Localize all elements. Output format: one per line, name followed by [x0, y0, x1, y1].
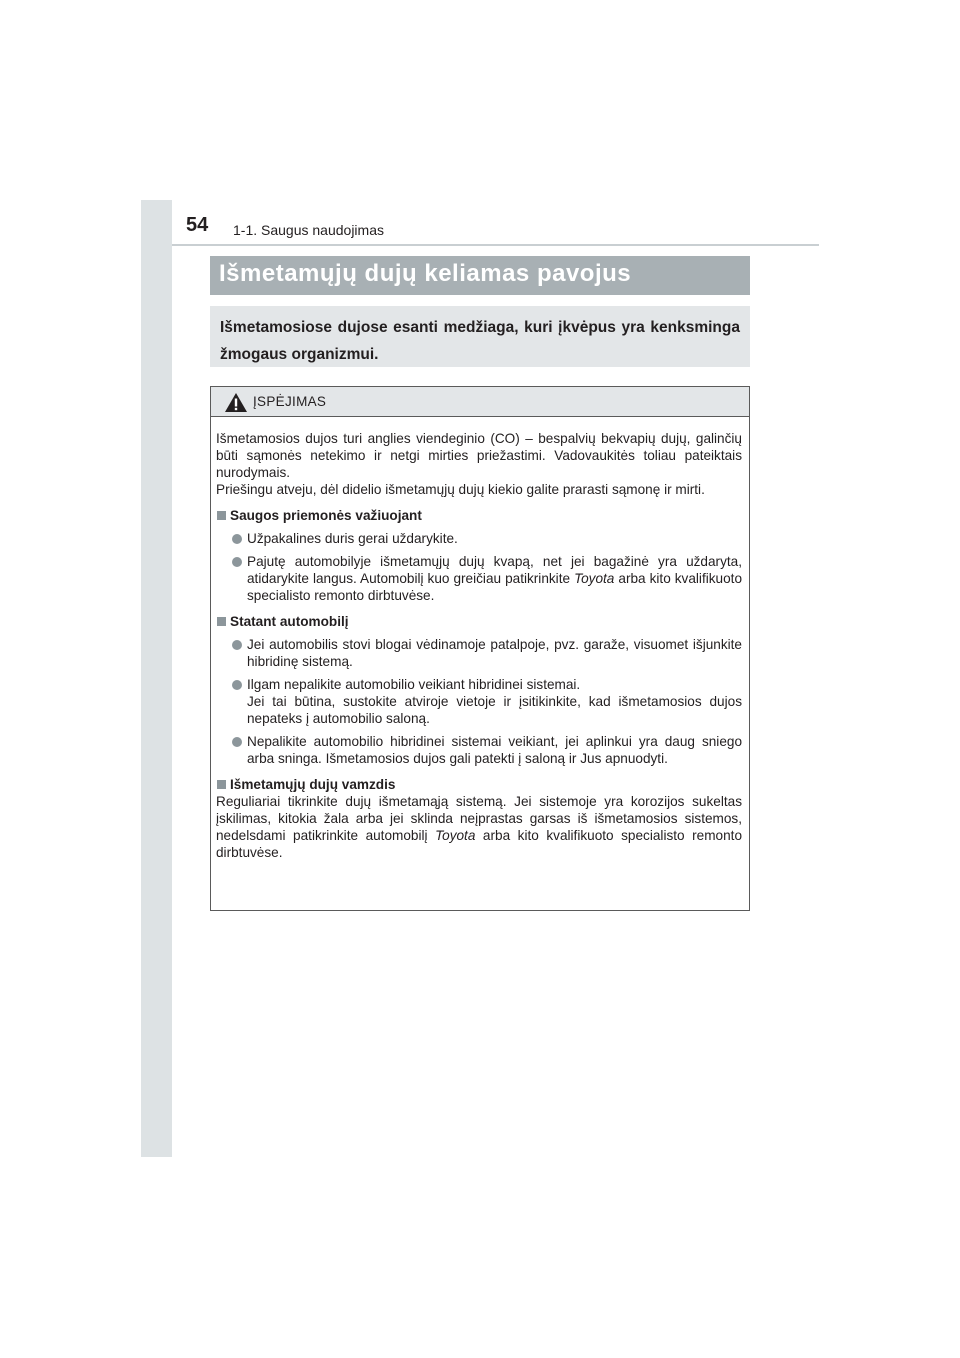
circle-bullet-icon: [232, 534, 242, 544]
list-item-text: Pajutę automobilyje išmetamųjų dujų kvapą, net jei bagažinė yra uždaryta, atidarykite langus. Automobilį kuo greičiau patikrinkite Toyota arba kito kvalifikuoto specialisto remonto dirbtuvėse.: [247, 554, 743, 603]
list-item: [232, 636, 742, 670]
list-item: [232, 733, 742, 767]
brand-name: Toyota: [435, 828, 476, 843]
list-item-text: Ilgam nepalikite automobilio veikiant hibridinei sistemai. Jei tai būtina, sustokite atviroje vietoje ir įsitikinkite, kad išmetamosios dujos nepateks į automobilio saloną.: [247, 677, 742, 726]
circle-bullet-icon: [232, 680, 242, 690]
brand-name: Toyota: [574, 571, 615, 586]
warning-triangle-icon: [225, 393, 247, 412]
summary-box: Išmetamosiose dujose esanti medžiaga, kuri įkvėpus yra kenksminga žmogaus organizmui.: [210, 306, 750, 367]
circle-bullet-icon: [232, 737, 242, 747]
warning-consequence: Priešingu atveju, dėl didelio išmetamųjų dujų kiekio galite prarasti sąmonę ir mirti.: [216, 482, 705, 497]
warning-box: [210, 386, 750, 911]
square-bullet-icon: [217, 780, 226, 789]
warning-body: [211, 417, 749, 861]
exhaust-pipe-text: Reguliariai tikrinkite dujų išmetamąją sistemą. Jei sistemoje yra korozijos sukeltas įskilimas, kitokia žala arba jei sklinda neįprastas garsas iš išmetamosios sistemos, nedelsdami patikrinkite automobilį Toyota arba kito kvalifikuoto specialisto remonto dirbtuvėse.: [216, 794, 743, 860]
square-bullet-icon: [217, 617, 226, 626]
subheading-exhaust-pipe: [216, 776, 742, 793]
subheading-text: Saugos priemonės važiuojant: [230, 508, 422, 523]
section-title: Išmetamųjų dujų keliamas pavojus: [210, 256, 750, 295]
header-rule: [172, 244, 819, 246]
side-strip: [141, 200, 172, 1157]
list-item: [232, 530, 742, 547]
square-bullet-icon: [217, 511, 226, 520]
circle-bullet-icon: [232, 640, 242, 650]
list-item-text: Jei automobilis stovi blogai vėdinamoje patalpoje, pvz. garaže, visuomet išjunkite hibridinę sistemą.: [247, 637, 742, 669]
warning-intro: Išmetamosios dujos turi anglies viendeginio (CO) – bespalvių bekvapių dujų, galinčių būti sąmonės netekimo ir netgi mirties priežastimi. Vadovaukitės toliau pateiktais nurodymais.: [216, 431, 742, 480]
warning-label: ĮSPĖJIMAS: [253, 394, 327, 409]
subheading-driving: [216, 507, 742, 524]
subheading-text: Išmetamųjų dujų vamzdis: [230, 777, 396, 792]
section-label: 1-1. Saugus naudojimas: [233, 222, 384, 238]
page-number: 54: [186, 214, 209, 236]
list-item: [232, 676, 742, 727]
subheading-text: Statant automobilį: [230, 614, 349, 629]
subheading-parking: [216, 613, 742, 630]
list-item: [232, 553, 742, 604]
circle-bullet-icon: [232, 557, 242, 567]
list-item-text: Užpakalines duris gerai uždarykite.: [247, 531, 458, 546]
list-item-text: Nepalikite automobilio hibridinei sistemai veikiant, jei aplinkui yra daug sniego arba sninga. Išmetamosios dujos gali patekti į saloną ir Jus apnuodyti.: [247, 734, 742, 766]
warning-header: [211, 387, 749, 417]
